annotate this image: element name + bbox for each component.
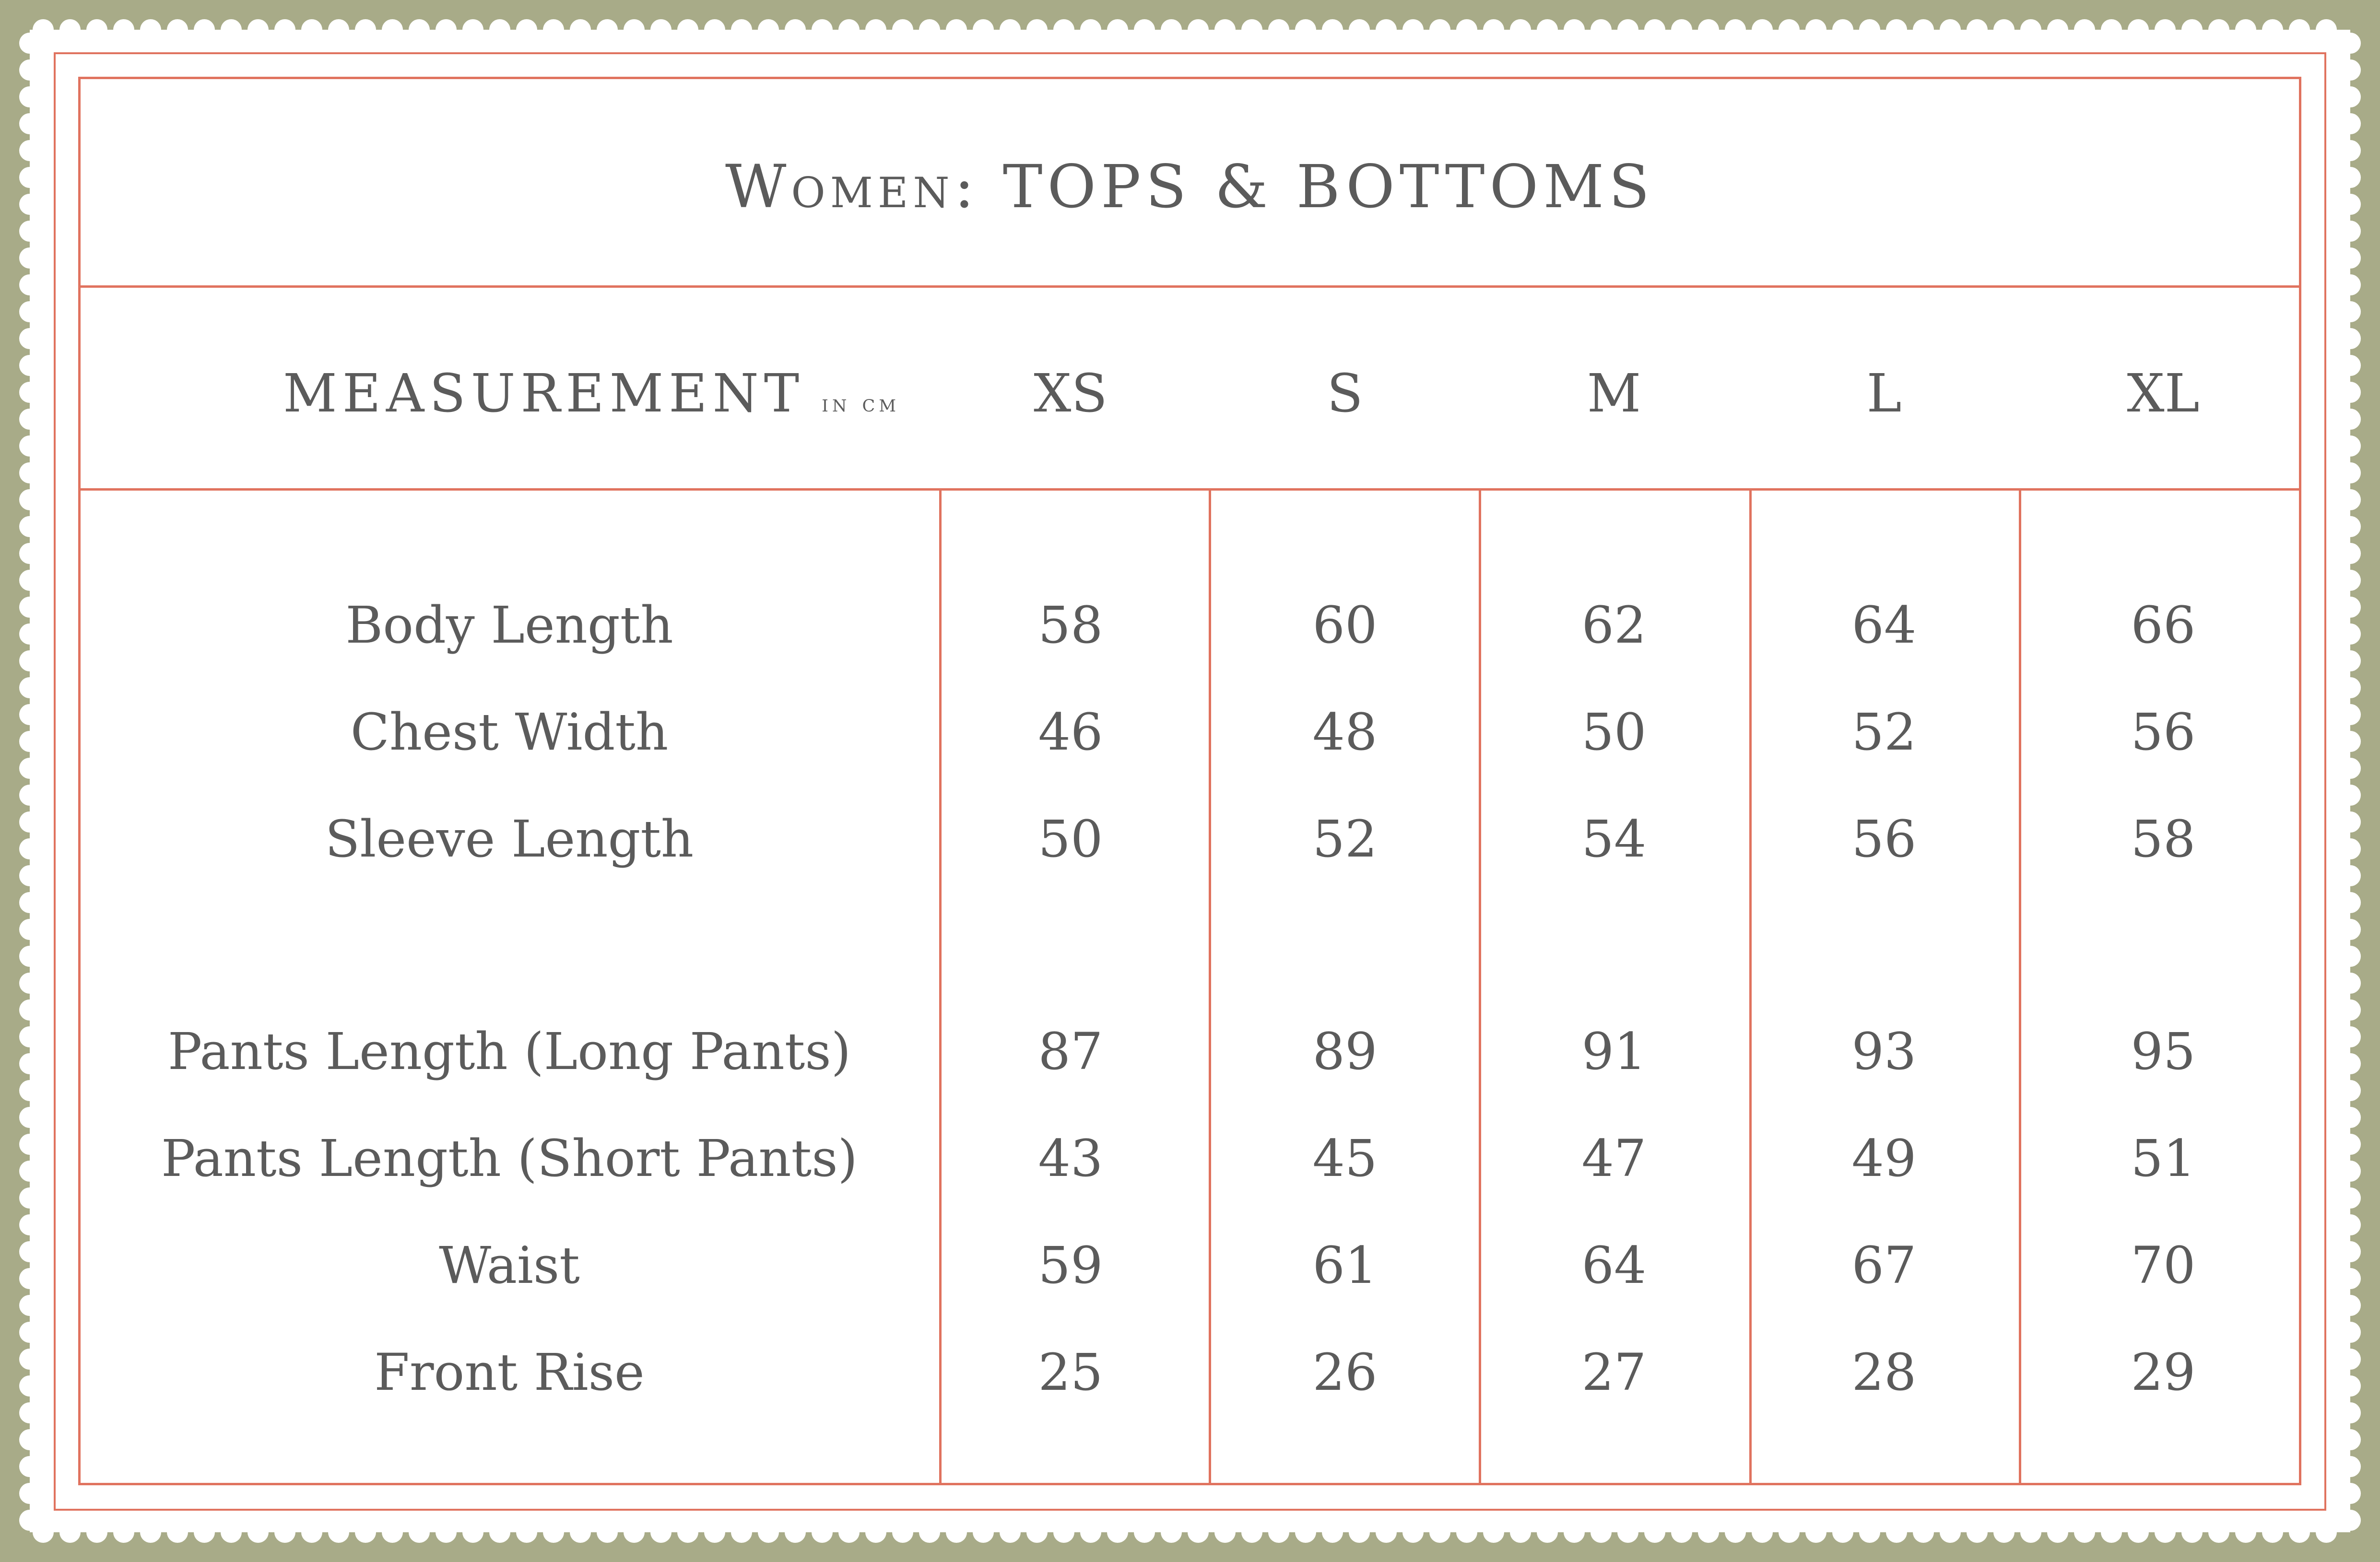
table-cell: 95 xyxy=(2131,1022,2196,1081)
row-label-body-length: Body Length xyxy=(345,596,673,655)
table-cell: 26 xyxy=(1312,1343,1378,1402)
table-cell: 46 xyxy=(1038,703,1103,762)
table-cell: 59 xyxy=(1038,1236,1103,1295)
table-cell: 91 xyxy=(1581,1022,1647,1081)
table-cell: 70 xyxy=(2131,1236,2196,1295)
column-divider xyxy=(2019,489,2021,1485)
table-cell: 52 xyxy=(1851,703,1917,762)
row-label-front-rise: Front Rise xyxy=(374,1343,645,1402)
table-cell: 51 xyxy=(2131,1129,2196,1188)
size-header-l: L xyxy=(1866,363,1902,424)
measurement-header xyxy=(283,355,900,432)
header-divider xyxy=(78,488,2301,491)
table-cell: 52 xyxy=(1312,810,1378,869)
measurement-label: MEASUREMENT xyxy=(283,363,805,424)
size-header-m: M xyxy=(1587,363,1641,424)
title-rest: TOPS & BOTTOMS xyxy=(1002,153,1655,222)
table-cell: 64 xyxy=(1581,1236,1647,1295)
row-label-pants-length-long: Pants Length (Long Pants) xyxy=(167,1022,851,1081)
table-cell: 62 xyxy=(1581,596,1647,655)
table-cell: 49 xyxy=(1851,1129,1917,1188)
table-cell: 28 xyxy=(1851,1343,1917,1402)
table-cell: 87 xyxy=(1038,1022,1103,1081)
unit-label: in cm xyxy=(822,389,900,417)
table-cell: 56 xyxy=(2131,703,2196,762)
table-cell: 93 xyxy=(1851,1022,1917,1081)
size-header-xs: XS xyxy=(1034,363,1108,424)
table-cell: 56 xyxy=(1851,810,1917,869)
row-label-sleeve-length: Sleeve Length xyxy=(325,810,694,869)
table-cell: 27 xyxy=(1581,1343,1647,1402)
table-cell: 61 xyxy=(1312,1236,1378,1295)
size-header-s: S xyxy=(1327,363,1363,424)
row-label-waist: Waist xyxy=(439,1236,580,1295)
table-cell: 48 xyxy=(1312,703,1378,762)
table-cell: 54 xyxy=(1581,810,1647,869)
table-cell: 50 xyxy=(1038,810,1103,869)
table-cell: 25 xyxy=(1038,1343,1103,1402)
table-cell: 89 xyxy=(1312,1022,1378,1081)
title-divider xyxy=(78,285,2301,288)
table-cell: 58 xyxy=(2131,810,2196,869)
row-label-chest-width: Chest Width xyxy=(350,703,669,762)
table-cell: 45 xyxy=(1312,1129,1378,1188)
table-cell: 66 xyxy=(2131,596,2196,655)
table-cell: 67 xyxy=(1851,1236,1917,1295)
row-label-pants-length-short: Pants Length (Short Pants) xyxy=(161,1129,858,1188)
title-lead: Women: xyxy=(725,153,979,222)
table-cell: 43 xyxy=(1038,1129,1103,1188)
table-cell: 47 xyxy=(1581,1129,1647,1188)
table-cell: 29 xyxy=(2131,1343,2196,1402)
page-title xyxy=(78,151,2301,223)
size-header-xl: XL xyxy=(2127,363,2200,424)
table-cell: 50 xyxy=(1581,703,1647,762)
table-cell: 64 xyxy=(1851,596,1917,655)
table-cell: 58 xyxy=(1038,596,1103,655)
table-cell: 60 xyxy=(1312,596,1378,655)
